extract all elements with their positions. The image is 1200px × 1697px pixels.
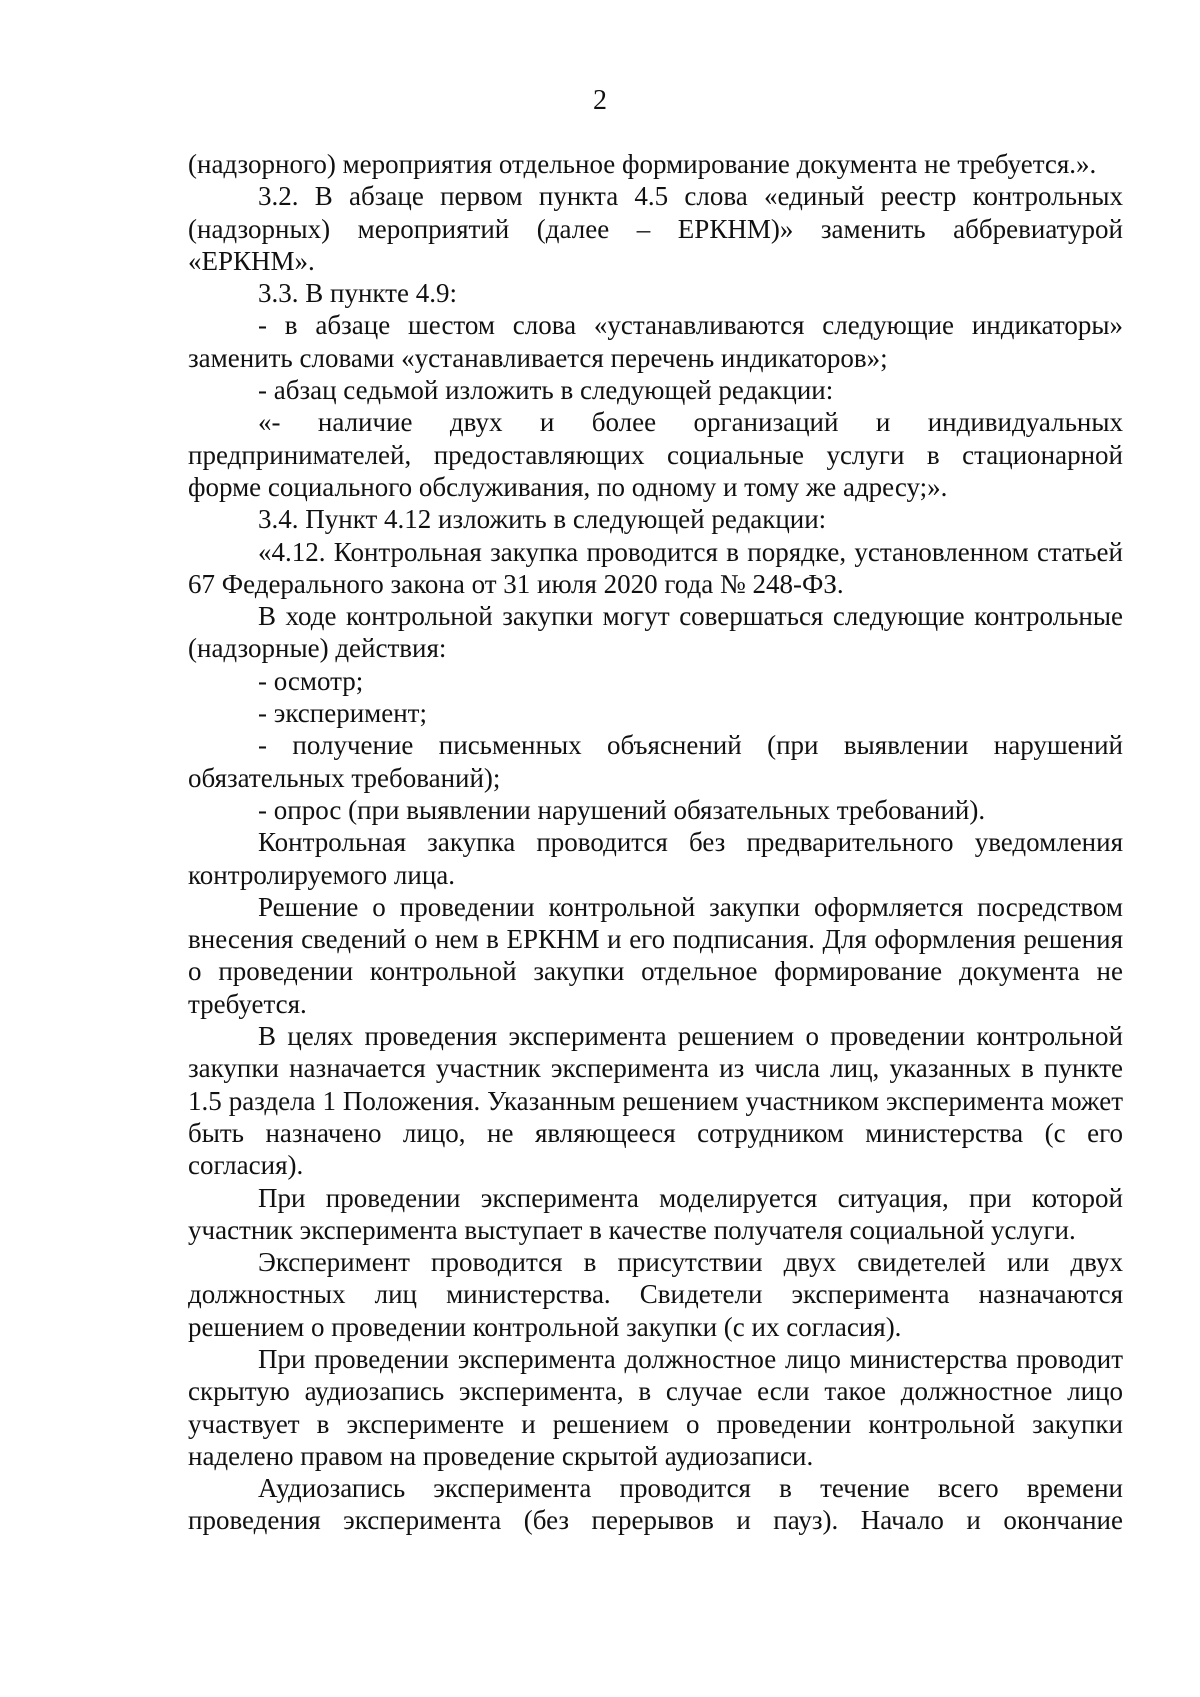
paragraph: 3.4. Пункт 4.12 изложить в следующей редакции:: [258, 504, 827, 535]
paragraph: 3.3. В пункте 4.9:: [258, 278, 457, 309]
paragraph: Аудиозапись эксперимента проводится в течение всего времени проведения эксперимента (без перерывов и пауз). Начало и окончание: [188, 1473, 1123, 1536]
paragraph: Эксперимент проводится в присутствии двух свидетелей или двух должностных лиц министерства. Свидетели эксперимента назначаются решением о проведении контрольной закупки (с их согласия).: [188, 1247, 1123, 1342]
list-item: - опрос (при выявлении нарушений обязательных требований).: [258, 794, 986, 825]
paragraph: (надзорного) мероприятия отдельное формирование документа не требуется.».: [188, 149, 1097, 179]
paragraph: - в абзаце шестом слова «устанавливаются следующие индикаторы» заменить словами «устанавливается перечень индикаторов»;: [188, 310, 1123, 373]
paragraph: Контрольная закупка проводится без предварительного уведомления контролируемого лица.: [188, 827, 1123, 890]
paragraph: В целях проведения эксперимента решением о проведении контрольной закупки назначается участник эксперимента из числа лиц, указанных в пункте 1.5 раздела 1 Положения. Указанным решением участником эксперимента может быть назначено лицо, не являющееся сотрудником министерства (с его согласия).: [188, 1021, 1123, 1181]
paragraph: В ходе контрольной закупки могут совершаться следующие контрольные (надзорные) действия:: [188, 601, 1123, 664]
page-number: 2: [593, 85, 607, 116]
paragraph: 3.2. В абзаце первом пункта 4.5 слова «единый реестр контрольных (надзорных) мероприятий (далее – ЕРКНМ)» заменить аббревиатурой «ЕРКНМ».: [188, 181, 1123, 276]
paragraph: Решение о проведении контрольной закупки оформляется посредством внесения сведений о нем в ЕРКНМ и его подписания. Для оформления решения о проведении контрольной закупки отдельное формирование документа не требуется.: [188, 891, 1123, 1019]
paragraph: - абзац седьмой изложить в следующей редакции:: [258, 375, 834, 406]
document-body: [188, 148, 1123, 1537]
paragraph: «4.12. Контрольная закупка проводится в порядке, установленном статьей 67 Федерального закона от 31 июля 2020 года № 248-ФЗ.: [188, 536, 1123, 599]
paragraph: При проведении эксперимента моделируется ситуация, при которой участник эксперимента выступает в качестве получателя социальной услуги.: [188, 1182, 1123, 1245]
list-item: - получение письменных объяснений (при выявлении нарушений обязательных требований);: [188, 730, 1123, 793]
list-item: - осмотр;: [258, 665, 364, 696]
paragraph: «- наличие двух и более организаций и индивидуальных предпринимателей, предоставляющих социальные услуги в стационарной форме социального обслуживания, по одному и тому же адресу;».: [188, 407, 1123, 502]
list-item: - эксперимент;: [258, 698, 427, 729]
paragraph: При проведении эксперимента должностное лицо министерства проводит скрытую аудиозапись эксперимента, в случае если такое должностное лицо участвует в эксперименте и решением о проведении контрольной закупки наделено правом на проведение скрытой аудиозаписи.: [188, 1343, 1123, 1471]
